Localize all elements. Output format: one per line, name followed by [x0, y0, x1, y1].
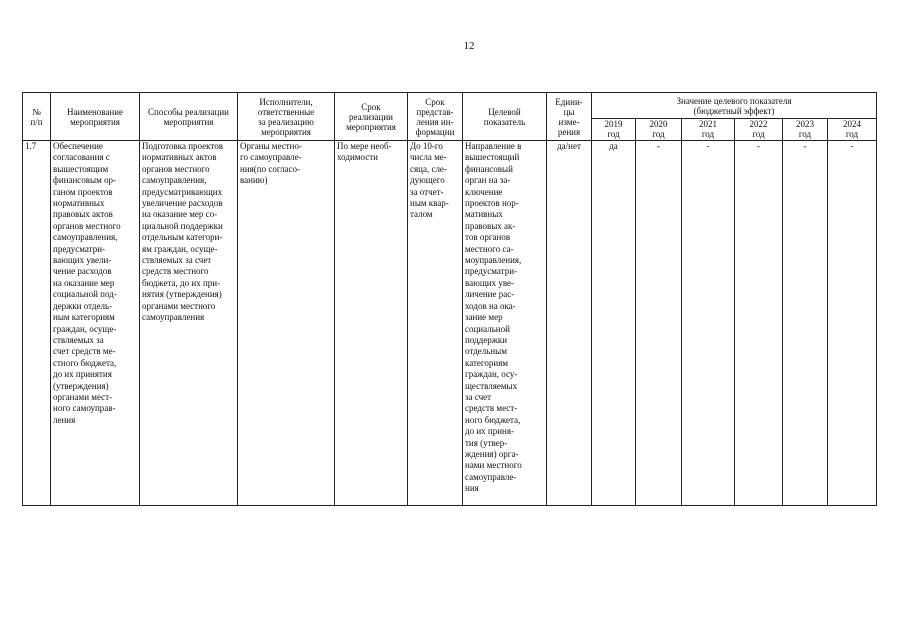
- row-name: Обеспечение согласования с вышестоящим финансовым ор- ганом проектов нормативных правовых актов органов местного самоуправления, предусматри- вающих увели- чение расходов на оказание мер социальной под- держки отдель- ным категориям граждан, осуще- ствляемых за счет средств ме- стного бюджета, до их принятия (утверждения) органами мест- ного самоуправ- ления: [51, 141, 140, 506]
- header-executors: Исполнители, ответственные за реализацию мероприятия: [238, 93, 335, 141]
- header-indicator: Целевой показатель: [463, 93, 547, 141]
- page-number: 12: [463, 40, 475, 52]
- row-unit: да/нет: [547, 141, 592, 506]
- measures-table: [22, 92, 877, 506]
- header-num: № п/п: [23, 93, 51, 141]
- row-num: 1.7: [23, 141, 51, 506]
- row-value-2021: -: [682, 141, 735, 506]
- header-year: 2020 год: [636, 119, 682, 141]
- header-name: Наименование мероприятия: [51, 93, 140, 141]
- row-indicator: Направление в вышестоящий финансовый орган на за- ключение проектов нор- мативных правовых ак- тов органов местного са- моуправления, предусматри- вающих уве- личение рас- ходов на ока- зание мер социальной поддержки отдельным категориям граждан, осу- ществляемых за счет средств мест- ного бюджета, до их приня- тия (утвер- ждения) орга- нами местного самоуправле- ния: [463, 141, 547, 506]
- header-report-term: Срок представ- ления ин- формации: [408, 93, 463, 141]
- header-target-value: Значение целевого показателя (бюджетный эффект): [592, 93, 877, 119]
- row-value-2020: -: [636, 141, 682, 506]
- row-term: По мере необ- ходимости: [335, 141, 408, 506]
- row-value-2023: -: [783, 141, 828, 506]
- header-methods: Способы реализации мероприятия: [140, 93, 238, 141]
- header-term: Срок реализации мероприятия: [335, 93, 408, 141]
- header-year: 2023 год: [783, 119, 828, 141]
- header-year: 2024 год: [828, 119, 877, 141]
- row-value-2024: -: [828, 141, 877, 506]
- table-row: [23, 141, 877, 506]
- header-year: 2022 год: [735, 119, 783, 141]
- header-year: 2021 год: [682, 119, 735, 141]
- row-report-term: До 10-го числа ме- сяца, сле- дующего за отчет- ным квар- талом: [408, 141, 463, 506]
- row-methods: Подготовка проектов нормативных актов органов местного самоуправления, предусматривающих увеличение расходов на оказание мер со- циальной поддержки отдельным категори- ям граждан, осуще- ствляемых за счет средств местного бюджета, до их при- нятия (утверждения) органами местного самоуправления: [140, 141, 238, 506]
- row-value-2019: да: [592, 141, 636, 506]
- header-unit: Едини- цы изме- рения: [547, 93, 592, 141]
- row-value-2022: -: [735, 141, 783, 506]
- row-executors: Органы местно- го самоуправле- ния(по согласо- ванию): [238, 141, 335, 506]
- header-year: 2019 год: [592, 119, 636, 141]
- header-row-main: [23, 93, 877, 119]
